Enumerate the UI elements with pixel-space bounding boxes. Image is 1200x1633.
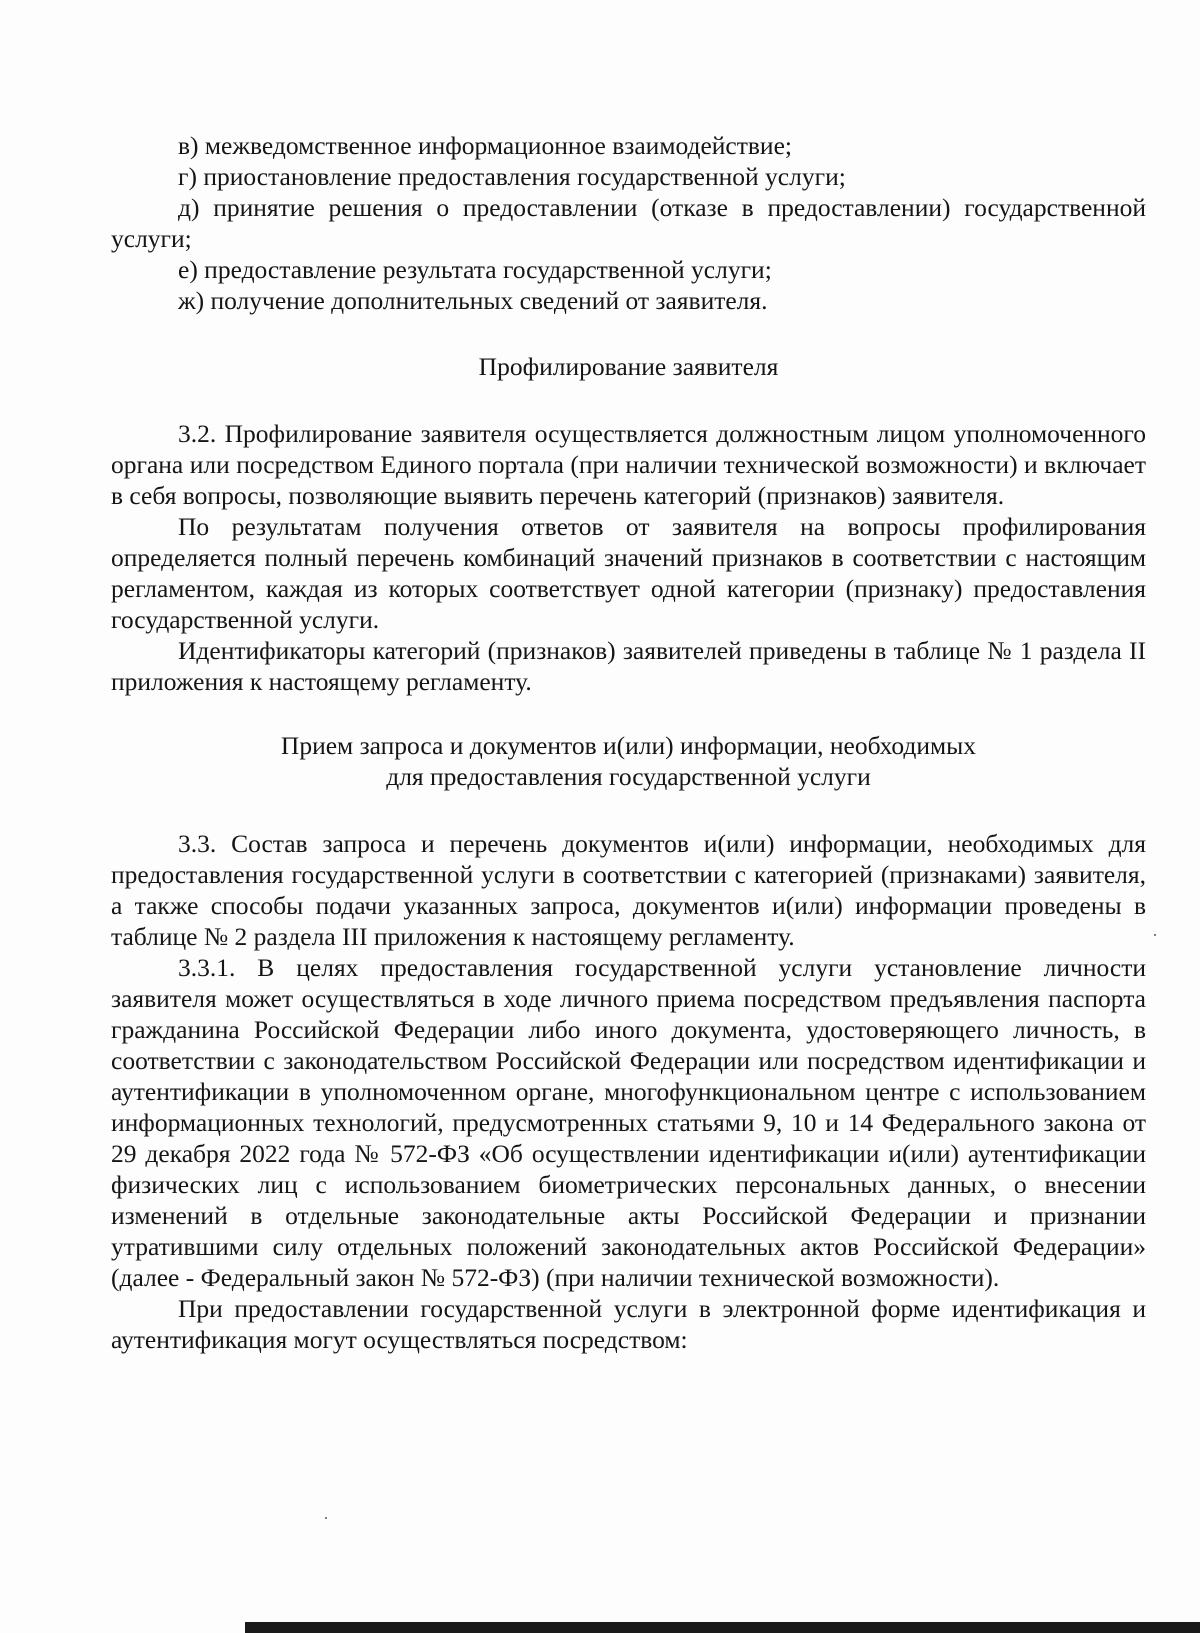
section-heading-line: Прием запроса и документов и(или) информации, необходимых [280,731,977,760]
paragraph: 3.3. Состав запроса и перечень документов и(или) информации, необходимых для предоставления государственной услуги в соответствии с категорией (признаками) заявителя, а также способы подачи указанных запроса, документов и(или) информации проведены в таблице № 2 раздела III приложения к настоящему регламенту. [111,829,1146,951]
section-heading-profiling: Профилирование заявителя [478,352,779,381]
stages-list [111,130,1146,316]
paragraph: При предоставлении государственной услуги в электронной форме идентификация и аутентификация могут осуществляться посредством: [111,1294,1146,1354]
list-item: ж) получение дополнительных сведений от заявителя. [178,286,768,315]
section-profiling [111,418,1146,697]
document-body [111,130,1146,1355]
list-item: в) межведомственное информационное взаимодействие; [178,131,792,160]
list-item: д) принятие решения о предоставлении (отказе в предоставлении) государственной услуги; [111,193,1146,253]
scan-edge-bar [245,1622,1200,1633]
section-reception [111,828,1146,1355]
paragraph: 3.3.1. В целях предоставления государственной услуги установление личности заявителя может осуществляться в ходе личного приема посредством предъявления паспорта гражданина Российской Федерации либо иного документа, удостоверяющего личность, в соответствии с законодательством Российской Федерации или посредством идентификации и аутентификации в уполномоченном органе, многофункциональном центре с использованием информационных технологий, предусмотренных статьями 9, 10 и 14 Федерального закона от 29 декабря 2022 года № 572-ФЗ «Об осуществлении идентификации и(или) аутентификации физических лиц с использованием биометрических персональных данных, о внесении изменений в отдельные законодательные акты Российской Федерации и признании утратившими силу отдельных положений законодательных актов Российской Федерации» (далее - Федеральный закон № 572-ФЗ) (при наличии технической возможности). [111,953,1146,1292]
section-heading-line: для предоставления государственной услуги [386,762,871,791]
paragraph: Идентификаторы категорий (признаков) заявителей приведены в таблице № 1 раздела II приложения к настоящему регламенту. [111,636,1146,696]
section-heading-reception [111,730,1146,792]
paragraph: 3.2. Профилирование заявителя осуществляется должностным лицом уполномоченного органа или посредством Единого портала (при наличии технической возможности) и включает в себя вопросы, позволяющие выявить перечень категорий (признаков) заявителя. [111,419,1146,510]
list-item: г) приостановление предоставления государственной услуги; [178,162,846,191]
scan-speck [1154,934,1156,936]
paragraph: По результатам получения ответов от заявителя на вопросы профилирования определяется полный перечень комбинаций значений признаков в соответствии с настоящим регламентом, каждая из которых соответствует одной категории (признаку) предоставления государственной услуги. [111,512,1146,634]
scan-speck [325,1517,327,1519]
list-item: е) предоставление результата государственной услуги; [178,255,772,284]
